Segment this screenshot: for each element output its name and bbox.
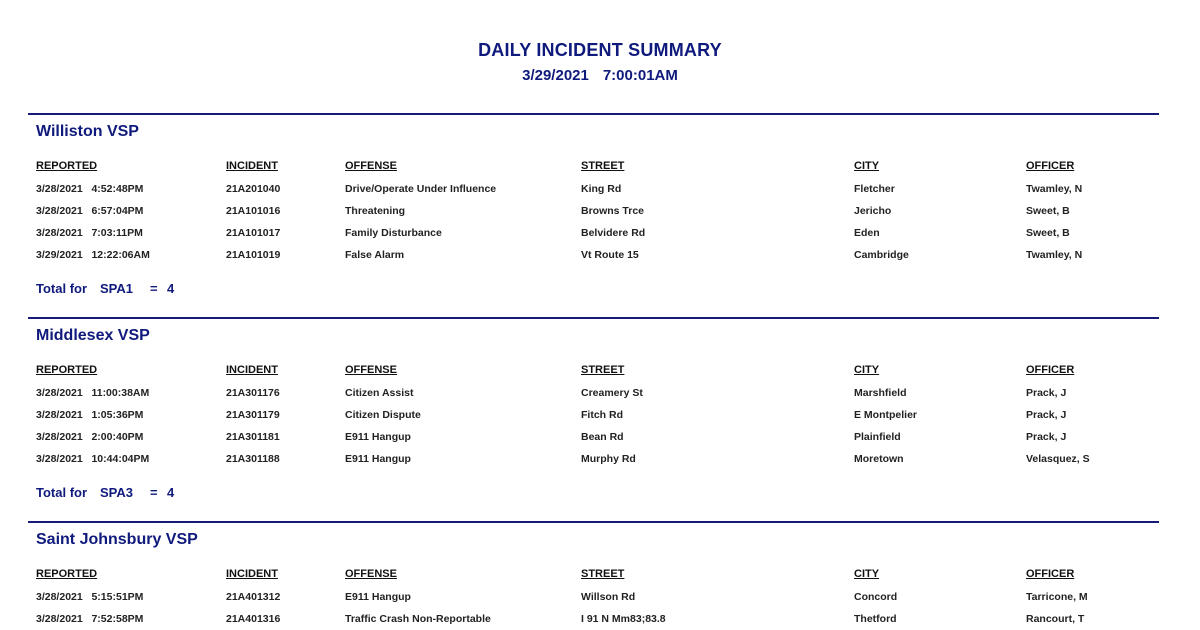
column-header-row: [28, 364, 1159, 378]
cell-reported: 3/28/2021 2:00:40PM: [36, 431, 144, 443]
cell-city: Plainfield: [854, 431, 901, 443]
cell-officer: Tarricone, M: [1026, 591, 1088, 603]
cell-offense: Threatening: [345, 205, 406, 217]
total-code: SPA1: [100, 281, 133, 296]
total-code: SPA3: [100, 485, 133, 500]
cell-offense: False Alarm: [345, 249, 405, 261]
section-middlesex: [28, 317, 1159, 500]
cell-officer: Twamley, N: [1026, 249, 1083, 261]
cell-offense: Citizen Dispute: [345, 409, 421, 421]
total-equals: =: [150, 281, 158, 296]
report-time: 7:00:01AM: [602, 67, 678, 84]
cell-incident: 21A401316: [226, 613, 281, 625]
total-equals: =: [150, 485, 158, 500]
cell-incident: 21A401312: [226, 591, 281, 603]
table-row: [28, 249, 1159, 263]
cell-incident: 21A201040: [226, 183, 281, 195]
column-header-row: [28, 568, 1159, 582]
header-street: STREET: [581, 364, 625, 376]
table-row: [28, 387, 1159, 401]
cell-city: Cambridge: [854, 249, 909, 261]
table-row: [28, 227, 1159, 241]
cell-incident: 21A301176: [226, 387, 280, 399]
cell-offense: E911 Hangup: [345, 453, 411, 465]
cell-reported: 3/28/2021 4:52:48PM: [36, 183, 144, 195]
cell-city: Concord: [854, 591, 898, 603]
total-count: 4: [167, 281, 175, 296]
cell-city: E Montpelier: [854, 409, 918, 421]
cell-officer: Sweet, B: [1026, 205, 1070, 217]
cell-offense: Drive/Operate Under Influence: [345, 183, 497, 195]
cell-city: Moretown: [854, 453, 904, 465]
cell-street: Murphy Rd: [581, 453, 636, 465]
cell-officer: Prack, J: [1026, 431, 1067, 443]
cell-reported: 3/28/2021 7:52:58PM: [36, 613, 144, 625]
cell-city: Jericho: [854, 205, 892, 217]
cell-officer: Velasquez, S: [1026, 453, 1090, 465]
column-header-row: [28, 160, 1159, 174]
section-divider: [28, 317, 1159, 319]
cell-incident: 21A301188: [226, 453, 280, 465]
header-incident: INCIDENT: [226, 568, 278, 580]
cell-incident: 21A301179: [226, 409, 280, 421]
cell-reported: 3/29/2021 12:22:06AM: [36, 249, 150, 261]
cell-city: Fletcher: [854, 183, 895, 195]
cell-officer: Prack, J: [1026, 387, 1067, 399]
cell-reported: 3/28/2021 6:57:04PM: [36, 205, 144, 217]
header-incident: INCIDENT: [226, 364, 278, 376]
section-divider: [28, 113, 1159, 115]
header-reported: REPORTED: [36, 160, 98, 172]
cell-street: Vt Route 15: [581, 249, 639, 261]
cell-incident: 21A101019: [226, 249, 281, 261]
cell-offense: E911 Hangup: [345, 431, 411, 443]
table-row: [28, 205, 1159, 219]
cell-offense: E911 Hangup: [345, 591, 411, 603]
report-date: 3/29/2021: [522, 67, 589, 84]
cell-offense: Citizen Assist: [345, 387, 414, 399]
cell-reported: 3/28/2021 1:05:36PM: [36, 409, 144, 421]
total-label: Total for: [36, 485, 88, 500]
section-saint-johnsbury: [28, 521, 1159, 625]
header-offense: OFFENSE: [345, 364, 397, 376]
section-title: Saint Johnsbury VSP: [36, 531, 198, 548]
header-officer: OFFICER: [1026, 364, 1075, 376]
section-title: Williston VSP: [36, 123, 139, 140]
cell-officer: Rancourt, T: [1026, 613, 1085, 625]
header-city: CITY: [854, 568, 880, 580]
total-label: Total for: [36, 281, 88, 296]
cell-incident: 21A101017: [226, 227, 281, 239]
cell-reported: 3/28/2021 5:15:51PM: [36, 591, 144, 603]
cell-street: Browns Trce: [581, 205, 645, 217]
header-offense: OFFENSE: [345, 160, 397, 172]
table-row: [28, 613, 1159, 627]
cell-street: Belvidere Rd: [581, 227, 646, 239]
cell-officer: Prack, J: [1026, 409, 1067, 421]
section-total: [36, 281, 174, 296]
section-title: Middlesex VSP: [36, 327, 150, 344]
total-count: 4: [167, 485, 175, 500]
header-offense: OFFENSE: [345, 568, 397, 580]
report-title: DAILY INCIDENT SUMMARY: [478, 40, 722, 60]
header-officer: OFFICER: [1026, 160, 1075, 172]
cell-incident: 21A301181: [226, 431, 280, 443]
cell-street: I 91 N Mm83;83.8: [581, 613, 666, 625]
cell-street: Creamery St: [581, 387, 643, 399]
table-row: [28, 409, 1159, 423]
cell-street: King Rd: [581, 183, 622, 195]
table-row: [28, 183, 1159, 197]
table-row: [28, 591, 1159, 605]
header-reported: REPORTED: [36, 568, 98, 580]
cell-incident: 21A101016: [226, 205, 281, 217]
header-street: STREET: [581, 160, 625, 172]
cell-reported: 3/28/2021 7:03:11PM: [36, 227, 143, 239]
table-row: [28, 431, 1159, 445]
cell-officer: Twamley, N: [1026, 183, 1083, 195]
section-total: [36, 485, 174, 500]
header-incident: INCIDENT: [226, 160, 278, 172]
header-city: CITY: [854, 160, 880, 172]
table-row: [28, 453, 1159, 467]
cell-offense: Family Disturbance: [345, 227, 442, 239]
cell-city: Marshfield: [854, 387, 907, 399]
header-officer: OFFICER: [1026, 568, 1075, 580]
section-williston: [28, 113, 1159, 296]
section-divider: [28, 521, 1159, 523]
cell-offense: Traffic Crash Non-Reportable: [345, 613, 491, 625]
cell-reported: 3/28/2021 10:44:04PM: [36, 453, 150, 465]
cell-street: Fitch Rd: [581, 409, 623, 421]
header-street: STREET: [581, 568, 625, 580]
report-datetime: [0, 67, 1200, 84]
cell-city: Eden: [854, 227, 880, 239]
cell-reported: 3/28/2021 11:00:38AM: [36, 387, 150, 399]
header-city: CITY: [854, 364, 880, 376]
header-reported: REPORTED: [36, 364, 98, 376]
cell-street: Bean Rd: [581, 431, 624, 443]
cell-city: Thetford: [854, 613, 897, 625]
cell-street: Willson Rd: [581, 591, 636, 603]
cell-officer: Sweet, B: [1026, 227, 1070, 239]
